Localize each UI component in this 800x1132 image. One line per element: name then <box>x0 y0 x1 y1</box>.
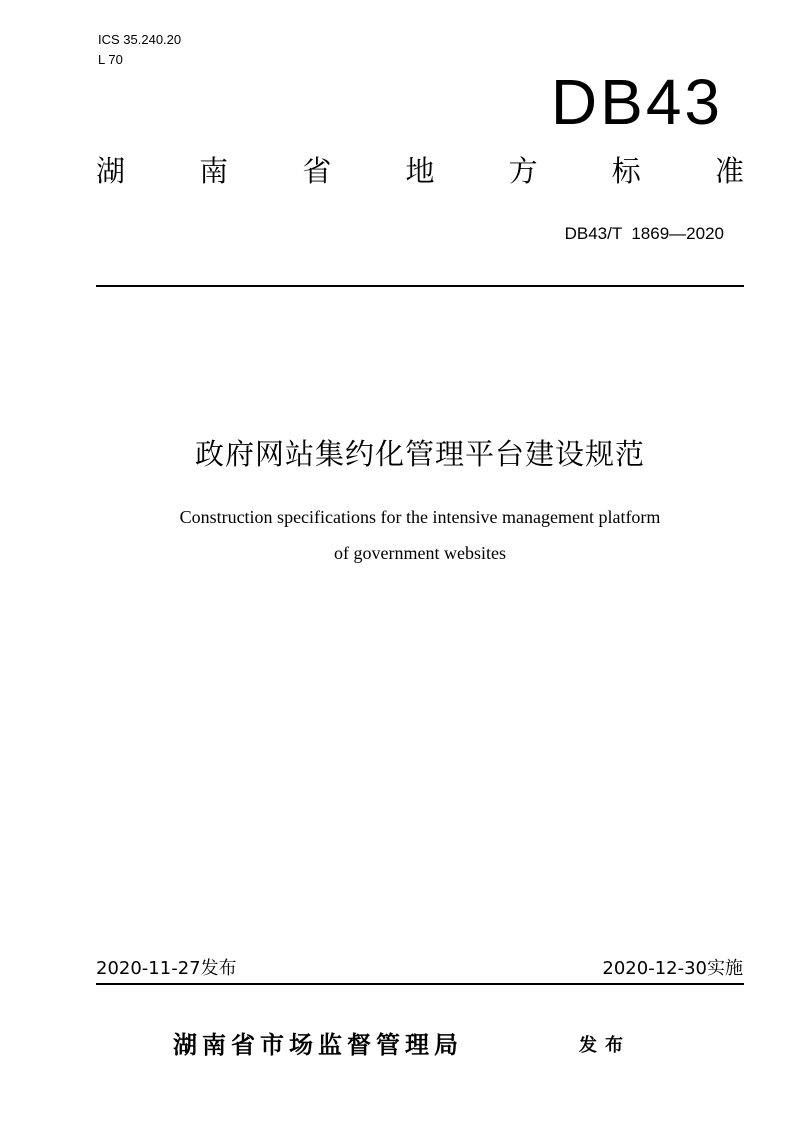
title-english-line-2: of government websites <box>334 543 506 563</box>
standard-mark: DB43 <box>550 66 723 138</box>
ccs-code: L 70 <box>98 52 123 67</box>
publish-label: 发布 <box>579 1035 631 1056</box>
standard-type-char: 地 <box>405 154 435 188</box>
standard-type <box>96 150 744 192</box>
bottom-divider <box>96 983 744 985</box>
standard-type-char: 湖 <box>96 154 126 188</box>
standard-type-char: 省 <box>302 154 332 188</box>
standard-type-char: 标 <box>611 154 641 188</box>
standard-number: DB43/T 1869—2020 <box>564 224 724 243</box>
title-english-line-1: Construction specifications for the intensive management platform <box>179 507 661 527</box>
top-divider <box>96 285 744 287</box>
title-chinese: 政府网站集约化管理平台建设规范 <box>194 437 645 471</box>
standard-type-char: 方 <box>508 154 538 188</box>
publisher: 湖南省市场监督管理局 <box>173 1031 463 1059</box>
standard-type-char: 南 <box>199 154 229 188</box>
issue-date: 2020-11-27发布 <box>96 958 237 979</box>
ics-code: ICS 35.240.20 <box>98 32 182 47</box>
standard-type-char: 准 <box>714 154 744 188</box>
implementation-date: 2020-12-30实施 <box>602 958 743 979</box>
